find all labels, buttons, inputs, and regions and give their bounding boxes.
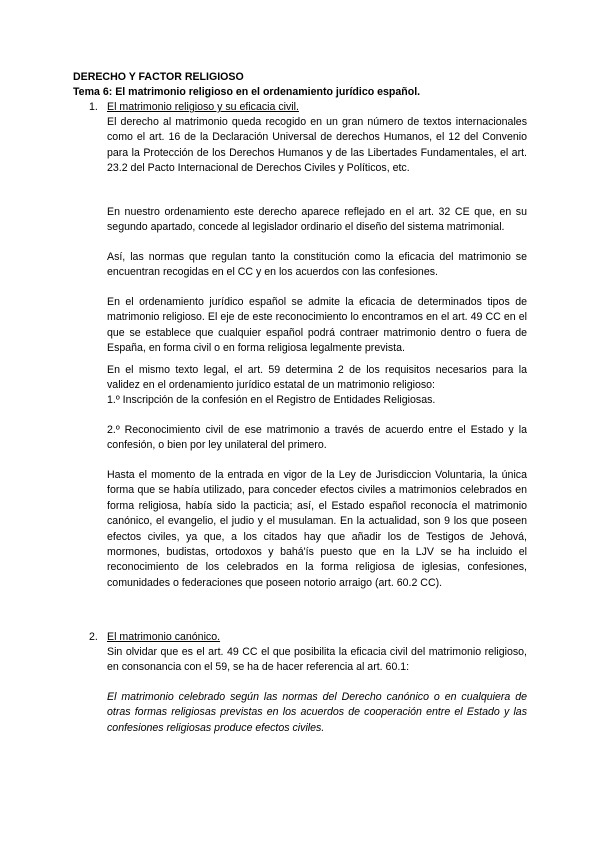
section-1-paragraph: Así, las normas que regulan tanto la constitución como la eficacia del matrimonio se encuentran recogidas en el CC y en los acuerdos con las confesiones. [107,251,527,279]
document-title: DERECHO Y FACTOR RELIGIOSO [73,71,244,83]
section-2-number: 2. [89,631,98,643]
section-1-heading: El matrimonio religioso y su eficacia civil. [107,101,299,113]
document-subtitle: Tema 6: El matrimonio religioso en el ordenamiento jurídico español. [73,86,421,98]
section-1-paragraph: Hasta el momento de la entrada en vigor de la Ley de Jurisdiccion Voluntaria, la única forma que se había utilizado, para conceder efectos civiles a matrimonios celebrados en forma religiosa, había sido la pacticia; así, el Estado español reconocía el matrimonio canónico, el evangelio, el judio y el musulaman. En la actualidad, son 9 los que poseen efectos civiles, ya que, a los citados hay que añadir los de Testigos de Jehová, mormones, budistas, ortodoxos y bahá'ís puesto que en la LJV se ha incluido el reconocimiento de los celebrados en la forma religiosa de iglesias, confesiones, comunidades o federaciones que poseen notorio arraigo (art. 60.2 CC). [107,469,527,589]
section-1-paragraph: El derecho al matrimonio queda recogido en un gran número de textos internacionales como el art. 16 de la Declaración Universal de derechos Humanos, el 12 del Convenio para la Protección de los Derechos Humanos y de las Libertades Fundamentales, el art. 23.2 del Pacto Internacional de Derechos Civiles y Políticos, etc. [107,116,527,175]
section-1-paragraph: En el ordenamiento jurídico español se admite la eficacia de determinados tipos de matrimonio religioso. El eje de este reconocimiento lo encontramos en el art. 49 CC en el que se establece que cualquier español podrá contraer matrimonio dentro o fuera de España, en forma civil o en forma religiosa legalmente prevista. [107,296,527,355]
section-1-paragraph: En el mismo texto legal, el art. 59 determina 2 de los requisitos necesarios para la validez en el ordenamiento jurídico estatal de un matrimonio religioso: [107,364,527,392]
section-2-paragraph: Sin olvidar que es el art. 49 CC el que posibilita la eficacia civil del matrimonio religioso, en consonancia con el 59, se ha de hacer referencia al art. 60.1: [107,646,527,674]
legal-quote: El matrimonio celebrado según las normas del Derecho canónico o en cualquiera de otras formas religiosas previstas en los acuerdos de cooperación entre el Estado y las confesiones religiosas produce efectos civiles. [107,691,527,734]
section-2-heading: El matrimonio canónico. [107,631,221,643]
section-1-paragraph: En nuestro ordenamiento este derecho aparece reflejado en el art. 32 CE que, en su segundo apartado, concede al legislador ordinario el diseño del sistema matrimonial. [107,206,527,234]
section-1-number: 1. [89,101,98,113]
requirement-item: 1.º Inscripción de la confesión en el Registro de Entidades Religiosas. [107,394,436,406]
requirement-item: 2.º Reconocimiento civil de ese matrimonio a través de acuerdo entre el Estado y la confesión, o bien por ley unilateral del primero. [107,424,527,452]
